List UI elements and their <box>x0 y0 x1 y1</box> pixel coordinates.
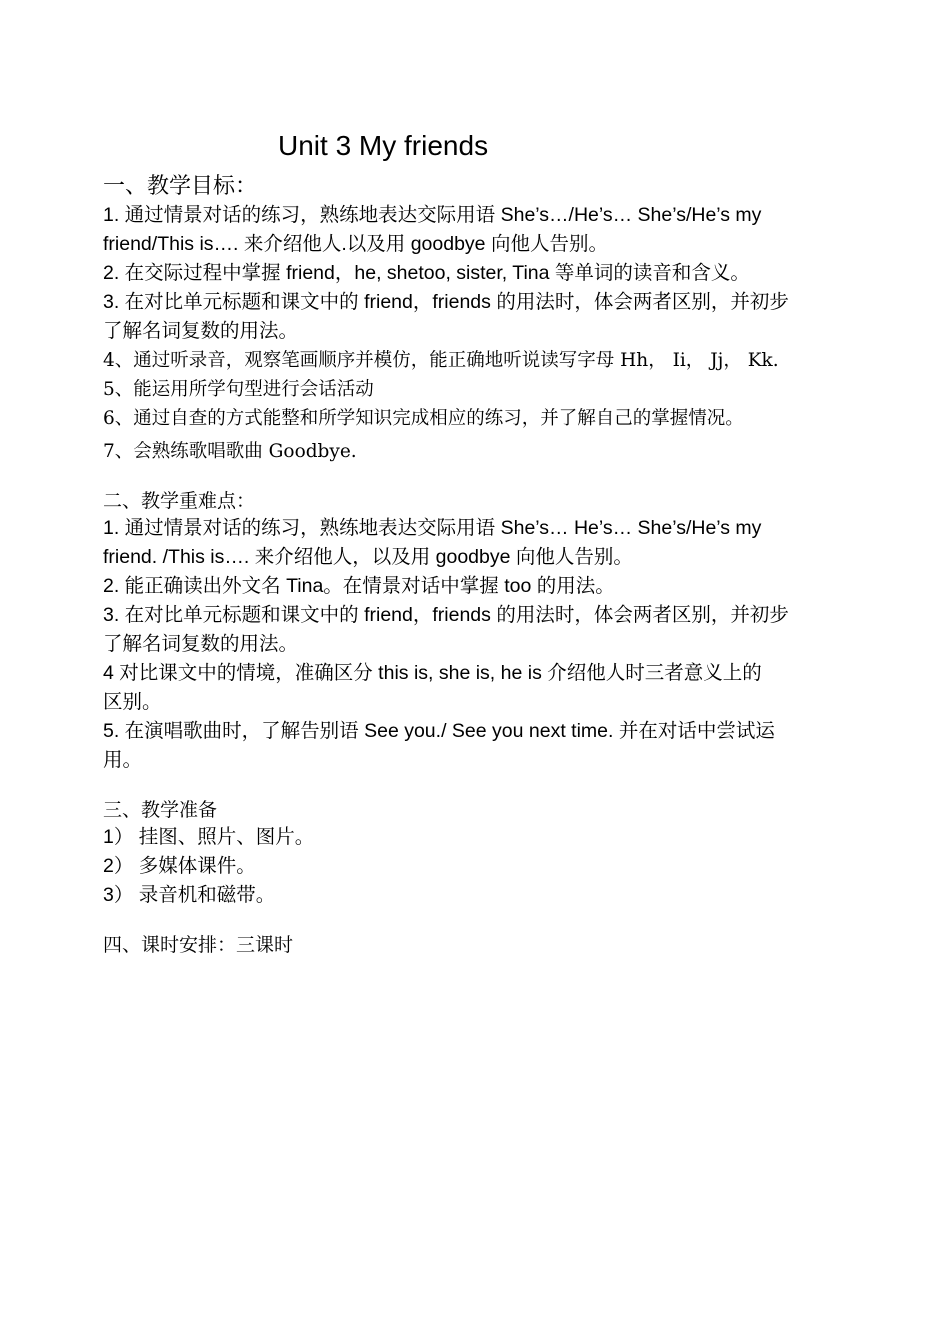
objective-line: 4、通过听录音，观察笔画顺序并模仿，能正确地听说读写字母 Hh， Ii， Jj， Kk. <box>103 350 779 371</box>
keypoint-line: friend. /This is…. 来介绍他人，以及用 goodbye 向他人告别。 <box>103 546 633 568</box>
keypoint-line: 4 对比课文中的情境，准确区分 this is, she is, he is 介绍他人时三者意义上的 <box>103 662 762 684</box>
preparation-line: 2） 多媒体课件。 <box>103 855 256 877</box>
keypoint-line: 3. 在对比单元标题和课文中的 friend，friends 的用法时，体会两者区别，并初步 <box>103 604 789 626</box>
keypoint-line: 区别。 <box>103 691 162 713</box>
section-1-heading: 一、教学目标： <box>103 174 258 199</box>
objective-line: 3. 在对比单元标题和课文中的 friend，friends 的用法时，体会两者区别，并初步 <box>103 291 789 313</box>
objective-line: friend/This is…. 来介绍他人.以及用 goodbye 向他人告别。 <box>103 233 608 255</box>
document-title: Unit 3 My friends <box>278 130 489 161</box>
objective-line: 了解名词复数的用法。 <box>103 320 299 342</box>
keypoint-line: 5. 在演唱歌曲时，了解告别语 See you./ See you next time. 并在对话中尝试运 <box>103 720 775 742</box>
keypoint-line: 1. 通过情景对话的练习，熟练地表达交际用语 She’s… He’s… She’s/He’s my <box>103 517 762 539</box>
objective-line: 6、通过自查的方式能整和所学知识完成相应的练习，并了解自己的掌握情况。 <box>103 408 744 429</box>
keypoint-line: 2. 能正确读出外文名 Tina。在情景对话中掌握 too 的用法。 <box>103 575 615 597</box>
keypoint-line: 用。 <box>103 749 143 771</box>
document-page <box>103 127 853 958</box>
objective-line: 5、能运用所学句型进行会话活动 <box>103 379 374 400</box>
section-4-heading: 四、课时安排：三课时 <box>103 934 294 956</box>
keypoint-line: 了解名词复数的用法。 <box>103 633 299 655</box>
preparation-line: 1） 挂图、照片、图片。 <box>103 826 315 848</box>
objective-line: 1. 通过情景对话的练习，熟练地表达交际用语 She’s…/He’s… She’s/He’s my <box>103 204 762 226</box>
preparation-line: 3） 录音机和磁带。 <box>103 884 276 906</box>
objective-line: 2. 在交际过程中掌握 friend，he, shetoo, sister, Tina 等单词的读音和含义。 <box>103 262 750 284</box>
section-2-heading: 二、教学重难点： <box>103 490 256 512</box>
objective-line: 7、会熟练歌唱歌曲 Goodbye. <box>103 441 357 462</box>
section-3-heading: 三、教学准备 <box>103 799 218 821</box>
